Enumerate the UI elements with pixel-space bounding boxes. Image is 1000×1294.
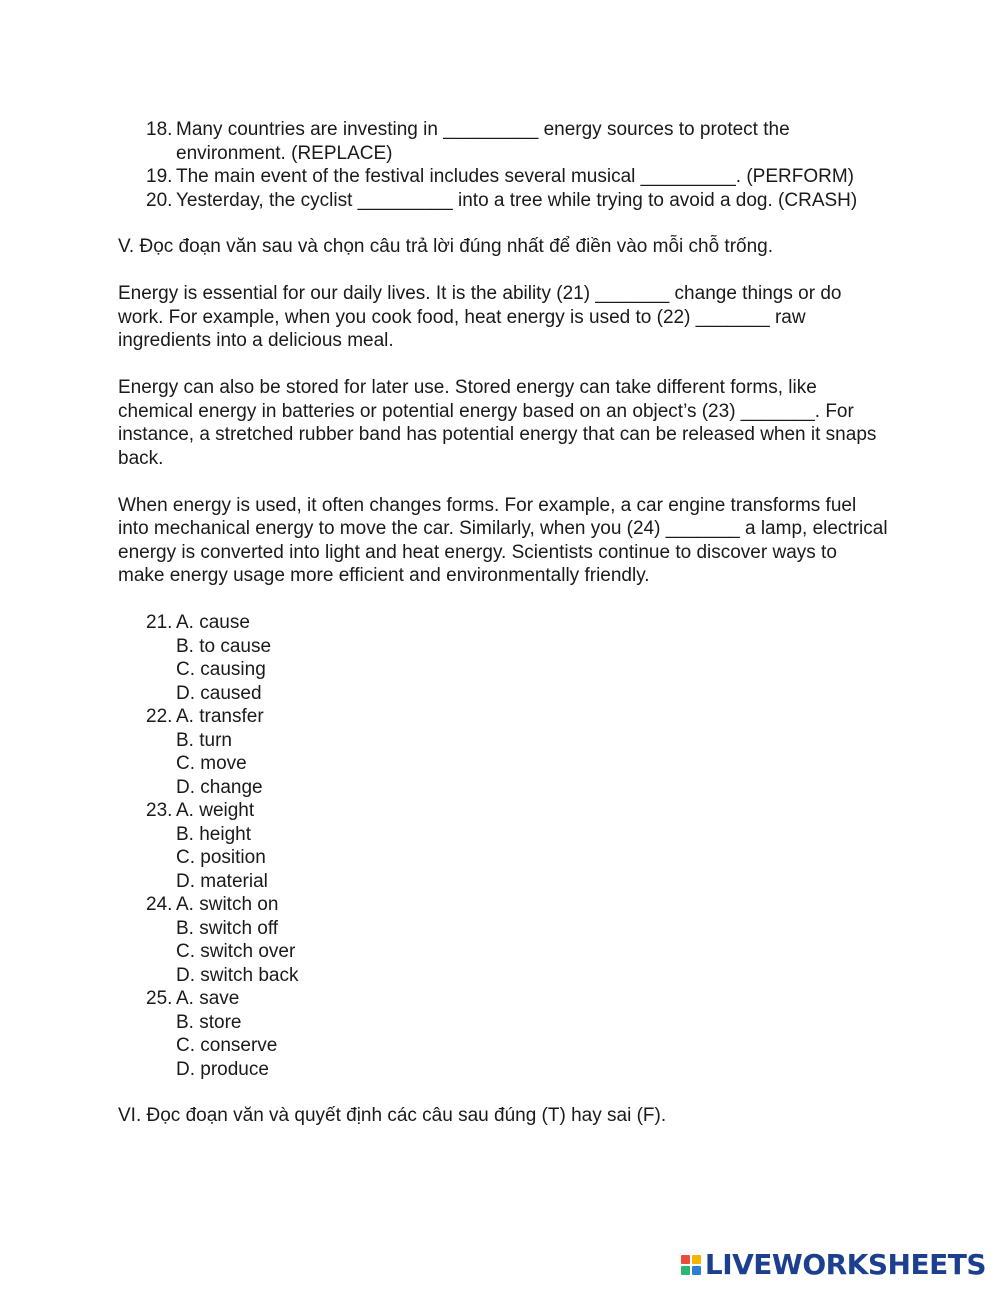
option-a[interactable]: A. save xyxy=(176,988,240,1009)
option-b[interactable]: B. turn xyxy=(176,729,232,751)
option-c[interactable]: C. switch over xyxy=(176,941,296,962)
list-item: 18. Many countries are investing in _________ energy sources to protect the environment. (REPLACE) xyxy=(146,119,790,164)
option-c[interactable]: C. position xyxy=(176,847,266,868)
option-a[interactable]: A. switch on xyxy=(176,894,279,915)
paragraph-3: When energy is used, it often changes forms. For example, a car engine transforms fuel into mechanical energy to move the car. Similarly, when you (24) _______ a lamp, electrical energy is converted into light and heat energy. Scientists continue to discover ways to make energy usage more efficient and environmentally friendly. xyxy=(118,494,888,586)
item-text: The main event of the festival includes several musical _________. (PERFORM) xyxy=(176,166,854,187)
paragraph-2: Energy can also be stored for later use. Stored energy can take different forms, like chemical energy in batteries or potential energy based on an object’s (23) _______. For instance, a stretched rubber band has potential energy that can be released when it snaps back. xyxy=(118,377,877,469)
section-5-heading: V. Đọc đoạn văn sau và chọn câu trả lời đúng nhất để điền vào mỗi chỗ trống. xyxy=(118,236,774,257)
section-6-heading: VI. Đọc đoạn văn và quyết định các câu sau đúng (T) hay sai (F). xyxy=(118,1105,667,1126)
question-24: 24. A. switch on B. switch off C. switch over D. switch back xyxy=(118,893,888,987)
option-a[interactable]: A. weight xyxy=(176,800,255,821)
option-c[interactable]: C. conserve xyxy=(176,1035,278,1056)
part4-list xyxy=(118,118,888,212)
option-b[interactable]: B. height xyxy=(176,823,251,845)
question-22: 22. A. transfer B. turn C. move D. change xyxy=(118,705,888,799)
question-25: 25. A. save B. store C. conserve D. produce xyxy=(118,987,888,1081)
option-b[interactable]: B. switch off xyxy=(176,917,279,939)
item-text: Yesterday, the cyclist _________ into a tree while trying to avoid a dog. (CRASH) xyxy=(176,189,858,211)
worksheet-page xyxy=(118,118,888,1128)
option-c[interactable]: C. move xyxy=(176,753,247,774)
liveworksheets-logo xyxy=(681,1250,986,1280)
paragraph-1: Energy is essential for our daily lives. It is the ability (21) _______ change things or do work. For example, when you cook food, heat energy is used to (22) _______ raw ingredients into a delicious meal. xyxy=(118,283,842,351)
option-b[interactable]: B. store xyxy=(176,1011,242,1033)
option-a[interactable]: A. cause xyxy=(176,612,250,633)
option-b[interactable]: B. to cause xyxy=(176,635,272,657)
list-item: 19. The main event of the festival includes several musical _________. (PERFORM) xyxy=(146,166,854,187)
option-d[interactable]: D. caused xyxy=(176,682,262,704)
question-21: 21. A. cause B. to cause C. causing D. caused xyxy=(118,611,888,705)
question-list xyxy=(118,611,888,1081)
list-item: 20. Yesterday, the cyclist _________ into a tree while trying to avoid a dog. (CRASH) xyxy=(146,189,858,211)
question-23: 23. A. weight B. height C. position D. material xyxy=(118,799,888,893)
option-d[interactable]: D. produce xyxy=(176,1058,269,1080)
option-d[interactable]: D. material xyxy=(176,870,268,892)
option-a[interactable]: A. transfer xyxy=(176,706,264,727)
option-d[interactable]: D. switch back xyxy=(176,964,299,986)
logo-mark-icon xyxy=(681,1255,701,1275)
option-d[interactable]: D. change xyxy=(176,776,263,798)
option-c[interactable]: C. causing xyxy=(176,659,266,680)
item-text: Many countries are investing in _________ energy sources to protect the environment. (REPLACE) xyxy=(176,119,790,164)
logo-text: LIVEWORKSHEETS xyxy=(704,1248,986,1281)
